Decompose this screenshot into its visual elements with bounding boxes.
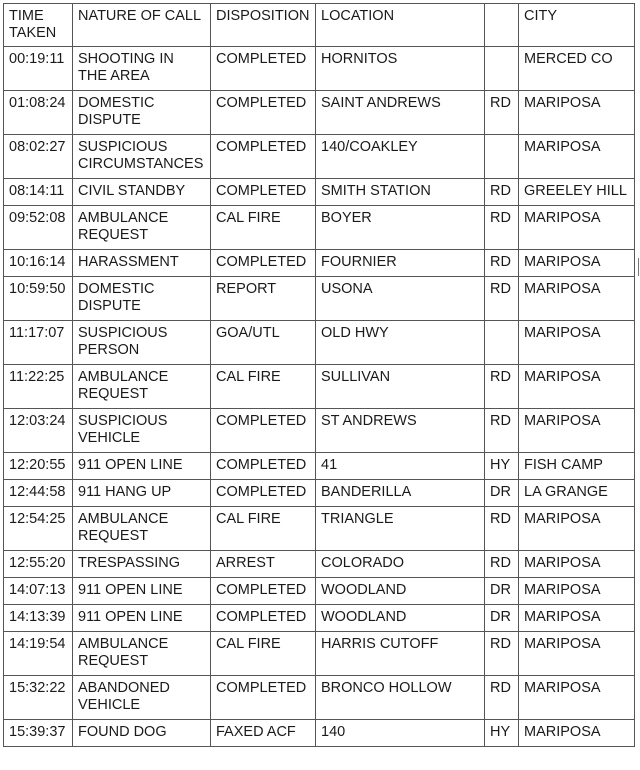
cell-nature: 911 OPEN LINE: [73, 453, 211, 480]
table-row: [4, 551, 635, 578]
cell-nature: SHOOTING IN THE AREA: [73, 47, 211, 91]
cell-location: 140/COAKLEY: [316, 135, 485, 179]
cell-time: 09:52:08: [4, 206, 73, 250]
cell-suffix: RD: [485, 250, 519, 277]
header-location: LOCATION: [316, 4, 485, 47]
cell-nature: 911 HANG UP: [73, 480, 211, 507]
cell-disposition: COMPLETED: [211, 135, 316, 179]
cell-time: 12:54:25: [4, 507, 73, 551]
table-row: [4, 365, 635, 409]
table-header-row: [4, 4, 635, 47]
cell-city: LA GRANGE: [519, 480, 635, 507]
cell-disposition: REPORT: [211, 277, 316, 321]
cell-disposition: CAL FIRE: [211, 507, 316, 551]
cell-location: WOODLAND: [316, 578, 485, 605]
cell-disposition: COMPLETED: [211, 91, 316, 135]
cell-location: TRIANGLE: [316, 507, 485, 551]
cell-nature: 911 OPEN LINE: [73, 578, 211, 605]
table-row: [4, 206, 635, 250]
cell-disposition: COMPLETED: [211, 453, 316, 480]
table-row: [4, 135, 635, 179]
cell-suffix: [485, 321, 519, 365]
cell-city: MARIPOSA: [519, 365, 635, 409]
table-row: [4, 277, 635, 321]
cell-disposition: COMPLETED: [211, 179, 316, 206]
cell-city: FISH CAMP: [519, 453, 635, 480]
table-row: [4, 321, 635, 365]
cell-time: 15:32:22: [4, 676, 73, 720]
cell-nature: SUSPICIOUS VEHICLE: [73, 409, 211, 453]
cell-city: MARIPOSA: [519, 91, 635, 135]
cell-time: 11:22:25: [4, 365, 73, 409]
cell-suffix: RD: [485, 676, 519, 720]
table-row: [4, 453, 635, 480]
cell-city: MARIPOSA: [519, 720, 635, 747]
cell-city: MARIPOSA: [519, 409, 635, 453]
cell-suffix: HY: [485, 720, 519, 747]
cell-disposition: CAL FIRE: [211, 365, 316, 409]
cell-location: HORNITOS: [316, 47, 485, 91]
scan-edge-mark: [638, 258, 639, 276]
cell-disposition: COMPLETED: [211, 47, 316, 91]
cell-time: 08:02:27: [4, 135, 73, 179]
cell-location: SULLIVAN: [316, 365, 485, 409]
cell-time: 14:07:13: [4, 578, 73, 605]
cell-time: 01:08:24: [4, 91, 73, 135]
header-nature-of-call: NATURE OF CALL: [73, 4, 211, 47]
cell-time: 10:16:14: [4, 250, 73, 277]
cell-city: MERCED CO: [519, 47, 635, 91]
cell-suffix: RD: [485, 507, 519, 551]
cell-location: WOODLAND: [316, 605, 485, 632]
cell-suffix: [485, 135, 519, 179]
cell-city: MARIPOSA: [519, 206, 635, 250]
cell-suffix: [485, 47, 519, 91]
cell-location: HARRIS CUTOFF: [316, 632, 485, 676]
cell-suffix: RD: [485, 551, 519, 578]
table-row: [4, 47, 635, 91]
table-row: [4, 676, 635, 720]
table-row: [4, 720, 635, 747]
cell-location: FOURNIER: [316, 250, 485, 277]
cell-suffix: RD: [485, 277, 519, 321]
cell-disposition: COMPLETED: [211, 250, 316, 277]
cell-time: 08:14:11: [4, 179, 73, 206]
cell-disposition: COMPLETED: [211, 409, 316, 453]
cell-suffix: RD: [485, 91, 519, 135]
table-row: [4, 605, 635, 632]
table-row: [4, 578, 635, 605]
cell-city: MARIPOSA: [519, 507, 635, 551]
cell-disposition: FAXED ACF: [211, 720, 316, 747]
header-city: CITY: [519, 4, 635, 47]
cell-location: SMITH STATION: [316, 179, 485, 206]
cell-time: 12:20:55: [4, 453, 73, 480]
cell-suffix: HY: [485, 453, 519, 480]
cell-time: 12:55:20: [4, 551, 73, 578]
cell-city: MARIPOSA: [519, 676, 635, 720]
cell-suffix: DR: [485, 480, 519, 507]
cell-nature: HARASSMENT: [73, 250, 211, 277]
table-row: [4, 91, 635, 135]
cell-city: MARIPOSA: [519, 578, 635, 605]
cell-suffix: DR: [485, 605, 519, 632]
cell-city: MARIPOSA: [519, 605, 635, 632]
cell-location: BRONCO HOLLOW: [316, 676, 485, 720]
cell-suffix: RD: [485, 632, 519, 676]
cell-time: 12:44:58: [4, 480, 73, 507]
header-street-suffix: [485, 4, 519, 47]
cell-suffix: RD: [485, 179, 519, 206]
cell-time: 14:19:54: [4, 632, 73, 676]
cell-time: 00:19:11: [4, 47, 73, 91]
cell-disposition: CAL FIRE: [211, 632, 316, 676]
cell-location: OLD HWY: [316, 321, 485, 365]
cell-time: 14:13:39: [4, 605, 73, 632]
cell-location: BOYER: [316, 206, 485, 250]
cell-disposition: COMPLETED: [211, 480, 316, 507]
table-row: [4, 632, 635, 676]
cell-disposition: CAL FIRE: [211, 206, 316, 250]
cell-disposition: COMPLETED: [211, 605, 316, 632]
cell-suffix: DR: [485, 578, 519, 605]
cell-disposition: COMPLETED: [211, 676, 316, 720]
cell-disposition: GOA/UTL: [211, 321, 316, 365]
cell-city: MARIPOSA: [519, 551, 635, 578]
table-row: [4, 179, 635, 206]
cell-nature: TRESPASSING: [73, 551, 211, 578]
cell-location: 140: [316, 720, 485, 747]
call-log-table: [3, 3, 635, 747]
cell-suffix: RD: [485, 206, 519, 250]
table-row: [4, 409, 635, 453]
cell-time: 10:59:50: [4, 277, 73, 321]
cell-nature: FOUND DOG: [73, 720, 211, 747]
cell-nature: DOMESTIC DISPUTE: [73, 277, 211, 321]
table-row: [4, 480, 635, 507]
cell-nature: SUSPICIOUS PERSON: [73, 321, 211, 365]
cell-location: ST ANDREWS: [316, 409, 485, 453]
header-time-taken: TIME TAKEN: [4, 4, 73, 47]
cell-location: 41: [316, 453, 485, 480]
cell-nature: AMBULANCE REQUEST: [73, 206, 211, 250]
cell-city: MARIPOSA: [519, 250, 635, 277]
cell-city: MARIPOSA: [519, 277, 635, 321]
cell-nature: ABANDONED VEHICLE: [73, 676, 211, 720]
cell-city: MARIPOSA: [519, 135, 635, 179]
cell-time: 11:17:07: [4, 321, 73, 365]
cell-city: MARIPOSA: [519, 321, 635, 365]
header-disposition: DISPOSITION: [211, 4, 316, 47]
cell-location: SAINT ANDREWS: [316, 91, 485, 135]
cell-disposition: ARREST: [211, 551, 316, 578]
cell-nature: SUSPICIOUS CIRCUMSTANCES: [73, 135, 211, 179]
cell-nature: AMBULANCE REQUEST: [73, 507, 211, 551]
cell-time: 12:03:24: [4, 409, 73, 453]
table-row: [4, 507, 635, 551]
cell-location: BANDERILLA: [316, 480, 485, 507]
cell-nature: AMBULANCE REQUEST: [73, 365, 211, 409]
cell-location: USONA: [316, 277, 485, 321]
cell-nature: CIVIL STANDBY: [73, 179, 211, 206]
cell-time: 15:39:37: [4, 720, 73, 747]
cell-city: MARIPOSA: [519, 632, 635, 676]
cell-disposition: COMPLETED: [211, 578, 316, 605]
cell-nature: 911 OPEN LINE: [73, 605, 211, 632]
cell-nature: DOMESTIC DISPUTE: [73, 91, 211, 135]
cell-suffix: RD: [485, 409, 519, 453]
cell-suffix: RD: [485, 365, 519, 409]
cell-nature: AMBULANCE REQUEST: [73, 632, 211, 676]
table-row: [4, 250, 635, 277]
cell-location: COLORADO: [316, 551, 485, 578]
cell-city: GREELEY HILL: [519, 179, 635, 206]
